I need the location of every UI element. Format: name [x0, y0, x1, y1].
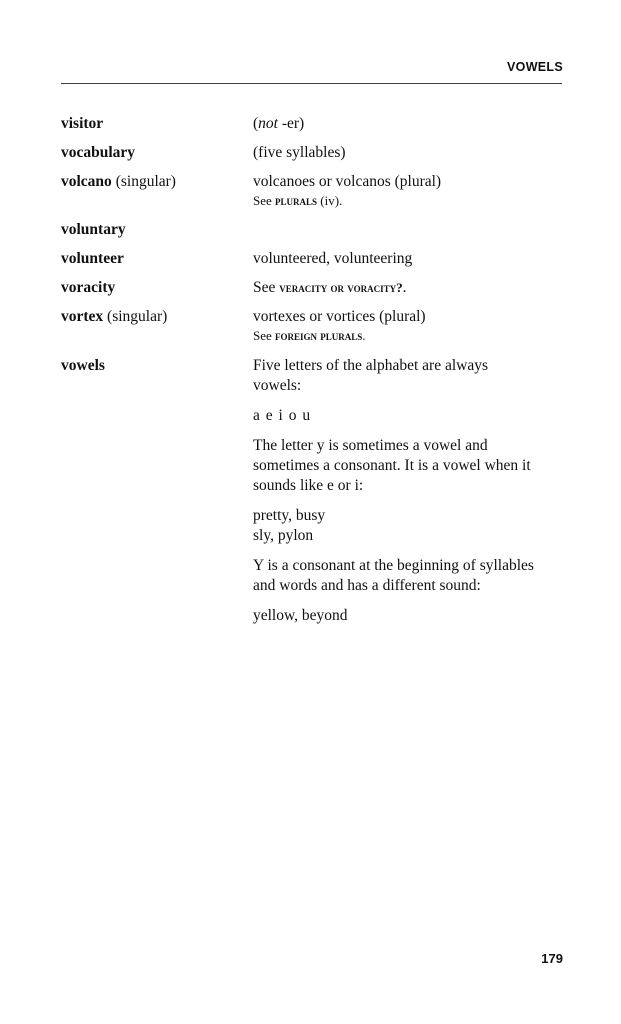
headword-cell — [61, 114, 253, 134]
see-suffix: . — [402, 279, 407, 296]
paragraph: The letter y is sometimes a vowel and sometimes a consonant. It is a vowel when it sounds like e or i: — [253, 437, 531, 494]
headword-cell — [61, 307, 253, 327]
entry-visitor — [61, 114, 541, 143]
entry-vortex — [61, 307, 541, 355]
definition-cell — [253, 278, 541, 298]
cross-reference-link[interactable]: veracity or voracity? — [279, 280, 403, 295]
definition-cell — [253, 172, 541, 210]
headword-cell — [61, 278, 253, 298]
headword-cell — [61, 356, 253, 376]
headword: visitor — [61, 115, 104, 132]
definition-cell — [253, 307, 541, 345]
see-prefix: See — [253, 279, 280, 296]
definition-close: -er) — [277, 115, 305, 132]
headword: vortex — [61, 308, 104, 325]
headword: volcano — [61, 173, 112, 190]
dictionary-entries — [61, 114, 541, 626]
cross-reference-link[interactable]: plurals — [275, 193, 318, 208]
entry-vocabulary — [61, 143, 541, 172]
see-suffix: (iv). — [317, 193, 343, 208]
paragraph: Y is a consonant at the beginning of syllables and words and has a different sound: — [253, 557, 534, 594]
headword: volunteer — [61, 250, 124, 267]
definition: vortexes or vortices (plural) — [253, 308, 426, 325]
headword: voluntary — [61, 221, 126, 238]
cross-reference — [253, 278, 541, 298]
definition — [253, 114, 541, 134]
entry-volunteer — [61, 249, 541, 278]
headword-cell — [61, 172, 253, 192]
paragraph: Five letters of the alphabet are always vowels: — [253, 357, 488, 394]
headword-cell — [61, 249, 253, 269]
headword: vocabulary — [61, 144, 136, 161]
entry-voracity — [61, 278, 541, 307]
page-number: 179 — [541, 951, 563, 966]
see-prefix: See — [253, 193, 276, 208]
header-rule — [61, 83, 562, 84]
definition: volcanoes or volcanos (plural) — [253, 173, 442, 190]
example-line: sly, pylon — [253, 527, 314, 544]
entry-vowels — [61, 356, 541, 626]
cross-reference — [253, 192, 541, 210]
example-line: yellow, beyond — [253, 607, 348, 624]
entry-voluntary — [61, 220, 541, 249]
vowel-letters: a e i o u — [253, 407, 312, 424]
grammatical-note: (singular) — [103, 308, 168, 325]
entry-volcano — [61, 172, 541, 220]
running-head: VOWELS — [507, 60, 563, 74]
headword: vowels — [61, 357, 105, 374]
definition: volunteered, volunteering — [253, 250, 413, 267]
see-suffix: . — [362, 328, 366, 343]
definition-cell — [253, 249, 541, 269]
cross-reference-link[interactable]: foreign plurals — [275, 328, 363, 343]
headword: voracity — [61, 279, 116, 296]
definition: (five syllables) — [253, 144, 346, 161]
grammatical-note: (singular) — [111, 173, 176, 190]
example-line: pretty, busy — [253, 507, 326, 524]
definition-italic: not — [258, 115, 278, 132]
definition-cell — [253, 114, 541, 134]
cross-reference — [253, 327, 541, 345]
headword-cell — [61, 143, 253, 163]
definition-cell — [253, 356, 538, 626]
see-prefix: See — [253, 328, 276, 343]
definition-open: ( — [253, 115, 259, 132]
headword-cell — [61, 220, 253, 240]
definition-cell — [253, 143, 541, 163]
